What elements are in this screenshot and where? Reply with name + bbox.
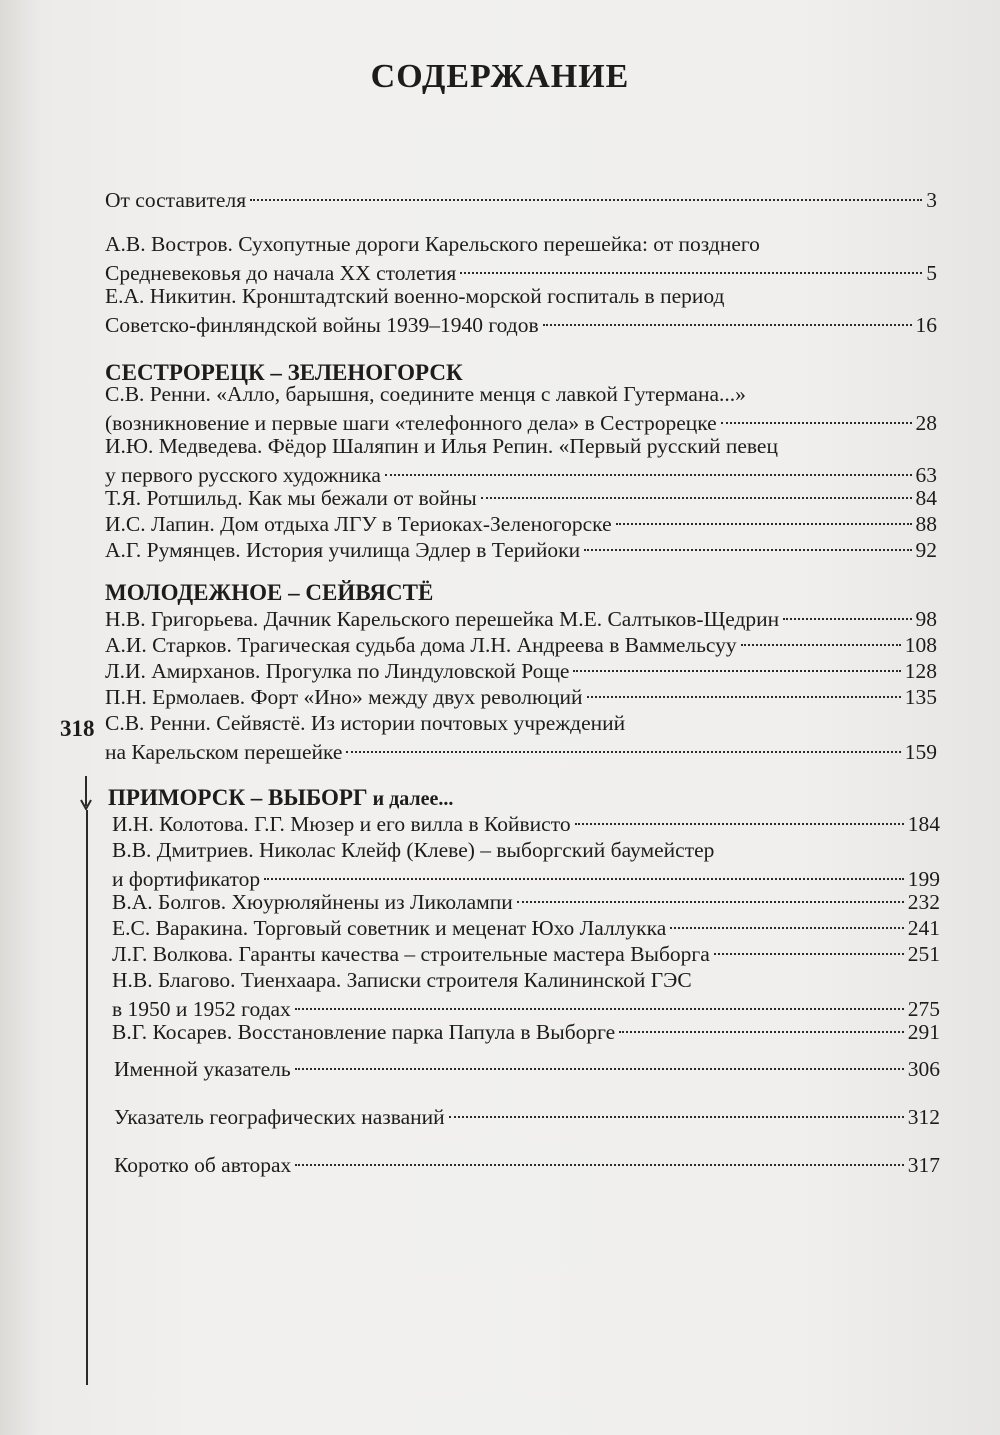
leader-dots — [264, 878, 904, 880]
section-heading: СЕСТРОРЕЦК – ЗЕЛЕНОГОРСК — [105, 360, 463, 385]
entry-title-line1: С.В. Ренни. «Алло, барышня, соедините менця с лавкой Гутермана...» — [105, 382, 746, 406]
page-number: 318 — [60, 716, 95, 741]
toc-entry[interactable] — [105, 683, 937, 712]
leader-dots — [573, 670, 900, 672]
toc-entry-authors[interactable] — [114, 1151, 940, 1180]
toc-entry[interactable] — [105, 380, 937, 438]
entry-title: В.Г. Косарев. Восстановление парка Папула в Выборге — [112, 1020, 616, 1044]
entry-page: 135 — [904, 685, 937, 709]
entry-page: 92 — [915, 538, 937, 562]
entry-page: 98 — [915, 607, 937, 631]
toc-entry[interactable] — [105, 536, 937, 565]
leader-dots — [587, 696, 901, 698]
entry-title: Н.В. Григорьева. Дачник Карельского перешейка М.Е. Салтыков-Щедрин — [105, 607, 780, 631]
entry-title: и фортификатор — [112, 867, 261, 891]
entry-page: 317 — [907, 1153, 940, 1177]
leader-dots — [741, 644, 901, 646]
section-heading: ПРИМОРСК – ВЫБОРГ и далее... — [108, 785, 454, 810]
toc-entry[interactable] — [105, 282, 937, 340]
entry-title-line1: В.В. Дмитриев. Николас Клейф (Клеве) – выборгский баумейстер — [112, 838, 715, 862]
entry-title: Указатель географических названий — [114, 1105, 445, 1129]
toc-entry[interactable] — [105, 510, 937, 539]
entry-page: 312 — [907, 1105, 940, 1129]
toc-entry-preface[interactable] — [105, 186, 937, 215]
entry-title: А.И. Старков. Трагическая судьба дома Л.Н. Андреева в Ваммельсуу — [105, 633, 737, 657]
toc-entry[interactable] — [105, 709, 937, 767]
leader-dots — [295, 1008, 904, 1010]
entry-title: П.Н. Ермолаев. Форт «Ино» между двух революций — [105, 685, 583, 709]
toc-entry[interactable] — [112, 940, 940, 969]
entry-page: 84 — [915, 486, 937, 510]
entry-page: 306 — [907, 1057, 940, 1081]
toc-entry[interactable] — [112, 888, 940, 917]
toc-entry[interactable] — [105, 484, 937, 513]
leader-dots — [449, 1116, 904, 1118]
entry-title: Именной указатель — [114, 1057, 291, 1081]
entry-title: В.А. Болгов. Хюурюляйнены из Ликолампи — [112, 890, 513, 914]
entry-page: 199 — [907, 867, 940, 891]
leader-dots — [481, 497, 912, 499]
entry-page: 88 — [915, 512, 937, 536]
leader-dots — [783, 618, 911, 620]
toc-entry[interactable] — [112, 810, 940, 839]
leader-dots — [619, 1031, 904, 1033]
entry-page: 241 — [907, 916, 940, 940]
toc-entry[interactable] — [112, 914, 940, 943]
leader-dots — [714, 953, 904, 955]
entry-title: на Карельском перешейке — [105, 740, 343, 764]
section-heading: МОЛОДЕЖНОЕ – СЕЙВЯСТЁ — [105, 580, 434, 605]
entry-page: 3 — [926, 188, 937, 212]
entry-title-line1: А.В. Востров. Сухопутные дороги Карельского перешейка: от позднего — [105, 232, 760, 256]
leader-dots — [295, 1068, 904, 1070]
leader-dots — [295, 1164, 904, 1166]
leader-dots — [460, 272, 922, 274]
entry-page: 128 — [904, 659, 937, 683]
toc-entry-name-index[interactable] — [114, 1055, 940, 1084]
leader-dots — [584, 549, 911, 551]
entry-title-line1: С.В. Ренни. Сейвястё. Из истории почтовых учреждений — [105, 711, 626, 735]
toc-entry-geo-index[interactable] — [114, 1103, 940, 1132]
entry-page: 291 — [907, 1020, 940, 1044]
leader-dots — [517, 901, 904, 903]
toc-entry[interactable] — [112, 1018, 940, 1047]
entry-page: 63 — [915, 463, 937, 487]
entry-title: в 1950 и 1952 годах — [112, 997, 291, 1021]
leader-dots — [721, 422, 912, 424]
entry-title: Л.Г. Волкова. Гаранты качества – строительные мастера Выборга — [112, 942, 710, 966]
entry-title: (возникновение и первые шаги «телефонного дела» в Сестрорецке — [105, 411, 717, 435]
entry-title: Е.С. Варакина. Торговый советник и меценат Юхо Лаллукка — [112, 916, 667, 940]
entry-page: 159 — [904, 740, 937, 764]
toc-entry[interactable] — [105, 631, 937, 660]
toc-entry[interactable] — [112, 966, 940, 1024]
entry-page: 5 — [926, 261, 937, 285]
entry-title: Т.Я. Ротшильд. Как мы бежали от войны — [105, 486, 477, 510]
leader-dots — [346, 751, 900, 753]
toc-entry[interactable] — [105, 432, 937, 490]
toc-entry[interactable] — [105, 657, 937, 686]
entry-title: От составителя — [105, 188, 247, 212]
entry-title: А.Г. Румянцев. История училища Эдлер в Терийоки — [105, 538, 581, 562]
leader-dots — [543, 324, 912, 326]
page-title: СОДЕРЖАНИЕ — [370, 58, 630, 95]
entry-title: Коротко об авторах — [114, 1153, 292, 1177]
entry-page: 16 — [915, 313, 937, 337]
entry-title: И.С. Лапин. Дом отдыха ЛГУ в Териоках-Зеленогорске — [105, 512, 612, 536]
entry-page: 232 — [907, 890, 940, 914]
leader-dots — [575, 823, 904, 825]
entry-title-line1: И.Ю. Медведева. Фёдор Шаляпин и Илья Репин. «Первый русский певец — [105, 434, 778, 458]
entry-page: 108 — [904, 633, 937, 657]
entry-page: 275 — [907, 997, 940, 1021]
leader-dots — [670, 927, 903, 929]
entry-page: 28 — [915, 411, 937, 435]
entry-title: Средневековья до начала XX столетия — [105, 261, 457, 285]
leader-dots — [250, 199, 922, 201]
entry-title-line1: Е.А. Никитин. Кронштадтский военно-морской госпиталь в период — [105, 284, 725, 308]
leader-dots — [385, 474, 912, 476]
entry-page: 251 — [907, 942, 940, 966]
entry-page: 184 — [907, 812, 940, 836]
entry-title: И.Н. Колотова. Г.Г. Мюзер и его вилла в Койвисто — [112, 812, 571, 836]
toc-entry[interactable] — [112, 836, 940, 894]
entry-title: Л.И. Амирханов. Прогулка по Линдуловской Роще — [105, 659, 570, 683]
entry-title: Советско-финляндской войны 1939–1940 годов — [105, 313, 539, 337]
entry-title: у первого русского художника — [105, 463, 381, 487]
leader-dots — [616, 523, 912, 525]
entry-title-line1: Н.В. Благово. Тиенхаара. Записки строителя Калининской ГЭС — [112, 968, 692, 992]
toc-entry[interactable] — [105, 605, 937, 634]
toc-entry[interactable] — [105, 230, 937, 288]
